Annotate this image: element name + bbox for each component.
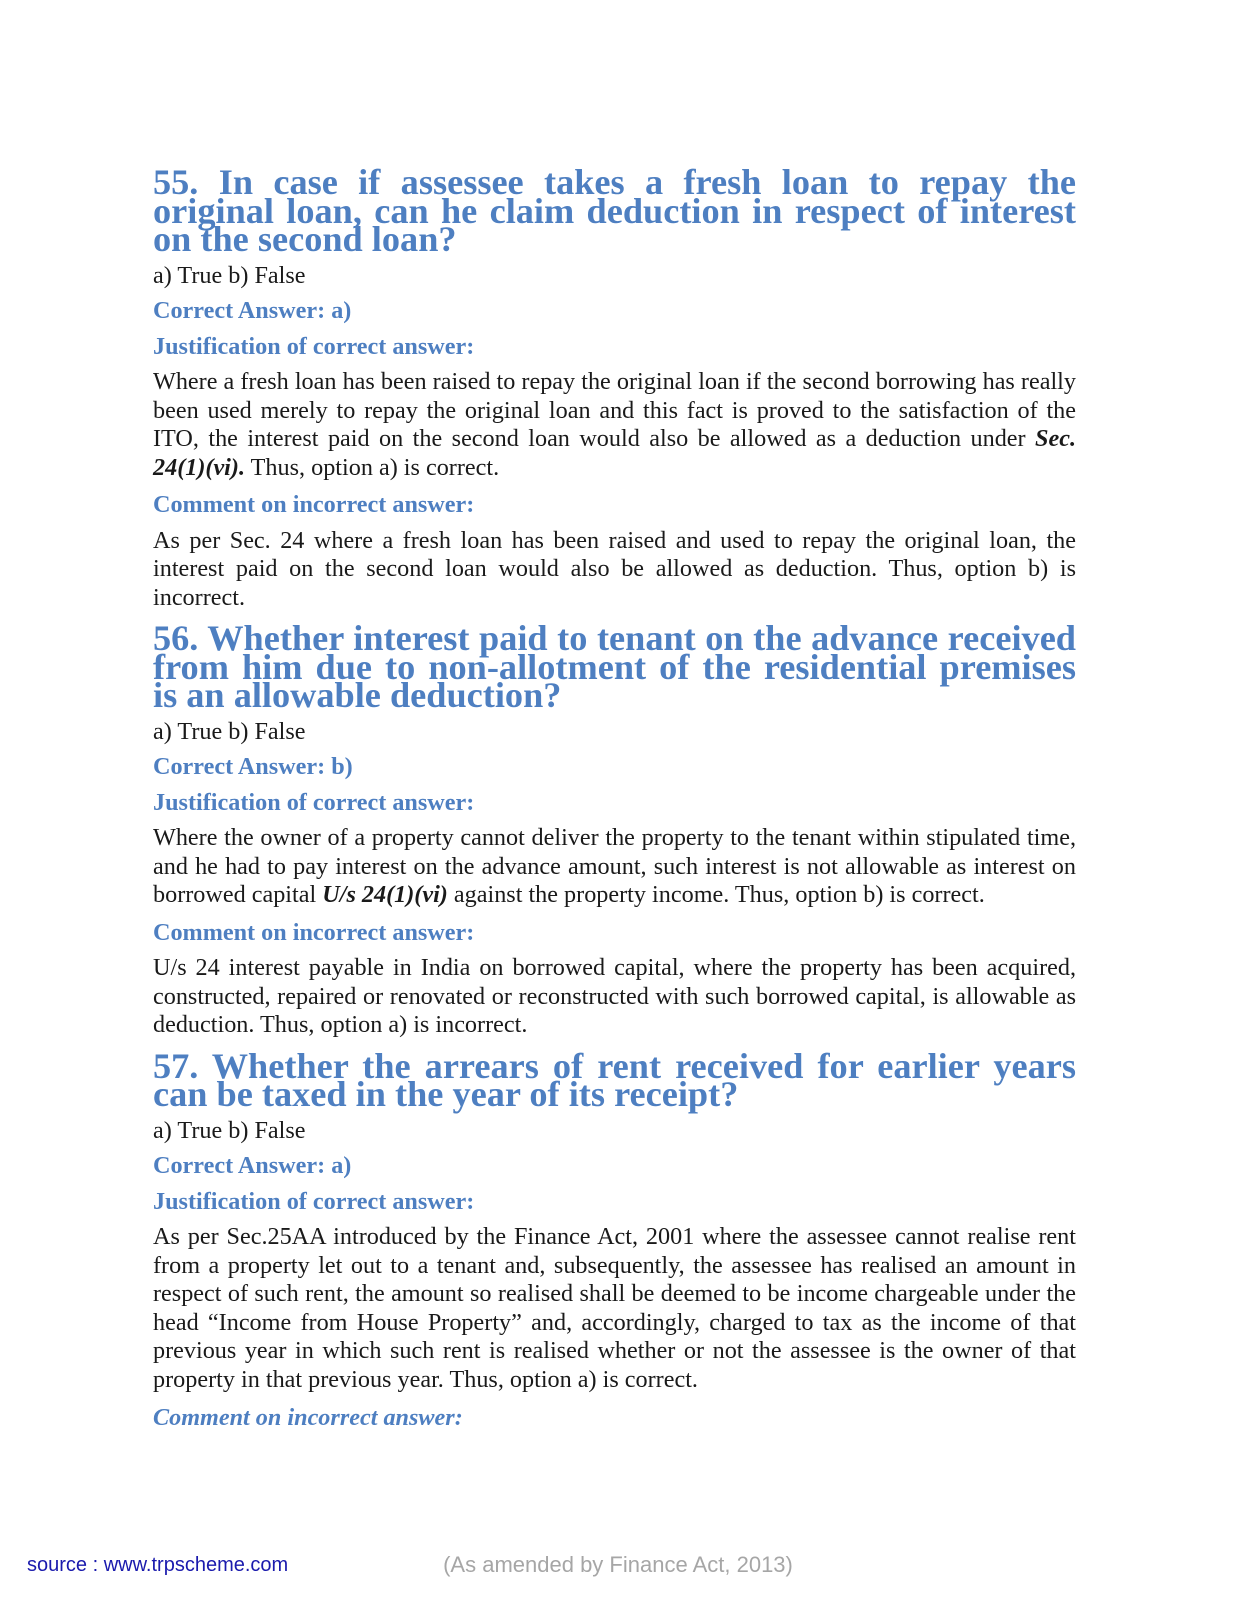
- answer-options-56: a) True b) False: [153, 717, 306, 745]
- source-link[interactable]: source : www.trpscheme.com: [27, 1554, 289, 1576]
- justification-heading-57: Justification of correct answer:: [153, 1187, 475, 1215]
- question-title-56: 56. Whether interest paid to tenant on the advance received from him due to non-allotment of the residential premises is an allowable deduction?: [153, 618, 1076, 715]
- comment-heading-56: Comment on incorrect answer:: [153, 918, 475, 946]
- correct-answer-55: Correct Answer: a): [153, 297, 352, 324]
- justification-heading-55: Justification of correct answer:: [153, 332, 475, 360]
- page-footer: [0, 1550, 1236, 1584]
- question-block-57: [153, 1045, 1076, 1433]
- justification-paragraph-56: Where the owner of a property cannot deliver the property to the tenant within stipulated time, and he had to pay interest on the advance amount, such interest is not allowable as interest on borrowed capital U/s 24(1)(vi) against the property income. Thus, option b) is correct.: [153, 824, 1076, 908]
- question-block-56: [153, 618, 1076, 1040]
- justification-paragraph-55: Where a fresh loan has been raised to repay the original loan if the second borrowing has really been used merely to repay the original loan and this fact is proved to the satisfaction of the ITO, the interest paid on the second loan would also be allowed as a deduction under Sec. 24(1)(vi). Thus, option a) is correct.: [153, 368, 1076, 481]
- document-content: [153, 162, 1076, 1440]
- comment-heading-57: Comment on incorrect answer:: [153, 1404, 463, 1431]
- correct-answer-57: Correct Answer: a): [153, 1152, 352, 1179]
- question-title-57: 57. Whether the arrears of rent received for earlier years can be taxed in the year of its receipt?: [153, 1045, 1076, 1114]
- comment-paragraph-55: As per Sec. 24 where a fresh loan has been raised and used to repay the original loan, the interest paid on the second loan would also be allowed as deduction. Thus, option b) is incorrect.: [153, 526, 1076, 611]
- comment-heading-55: Comment on incorrect answer:: [153, 491, 475, 518]
- answer-options-57: a) True b) False: [153, 1116, 306, 1144]
- question-title-55: 55. In case if assessee takes a fresh loan to repay the original loan, can he claim deduction in respect of interest on the second loan?: [153, 162, 1076, 259]
- justification-heading-56: Justification of correct answer:: [153, 788, 475, 816]
- correct-answer-56: Correct Answer: b): [153, 753, 353, 780]
- comment-paragraph-56: U/s 24 interest payable in India on borrowed capital, where the property has been acquired, constructed, repaired or renovated or reconstructed with such borrowed capital, is allowable as deduction. Thus, option a) is incorrect.: [153, 954, 1076, 1038]
- answer-options-55: a) True b) False: [153, 261, 306, 289]
- footer-note: (As amended by Finance Act, 2013): [443, 1552, 793, 1577]
- question-block-55: [153, 162, 1076, 612]
- justification-paragraph-57: As per Sec.25AA introduced by the Finance Act, 2001 where the assessee cannot realise rent from a property let out to a tenant and, subsequently, the assessee has realised an amount in respect of such rent, the amount so realised shall be deemed to be income chargeable under the head “Income from House Property” and, accordingly, charged to tax as the income of that previous year in which such rent is realised whether or not the assessee is the owner of that property in that previous year. Thus, option a) is correct.: [153, 1223, 1076, 1393]
